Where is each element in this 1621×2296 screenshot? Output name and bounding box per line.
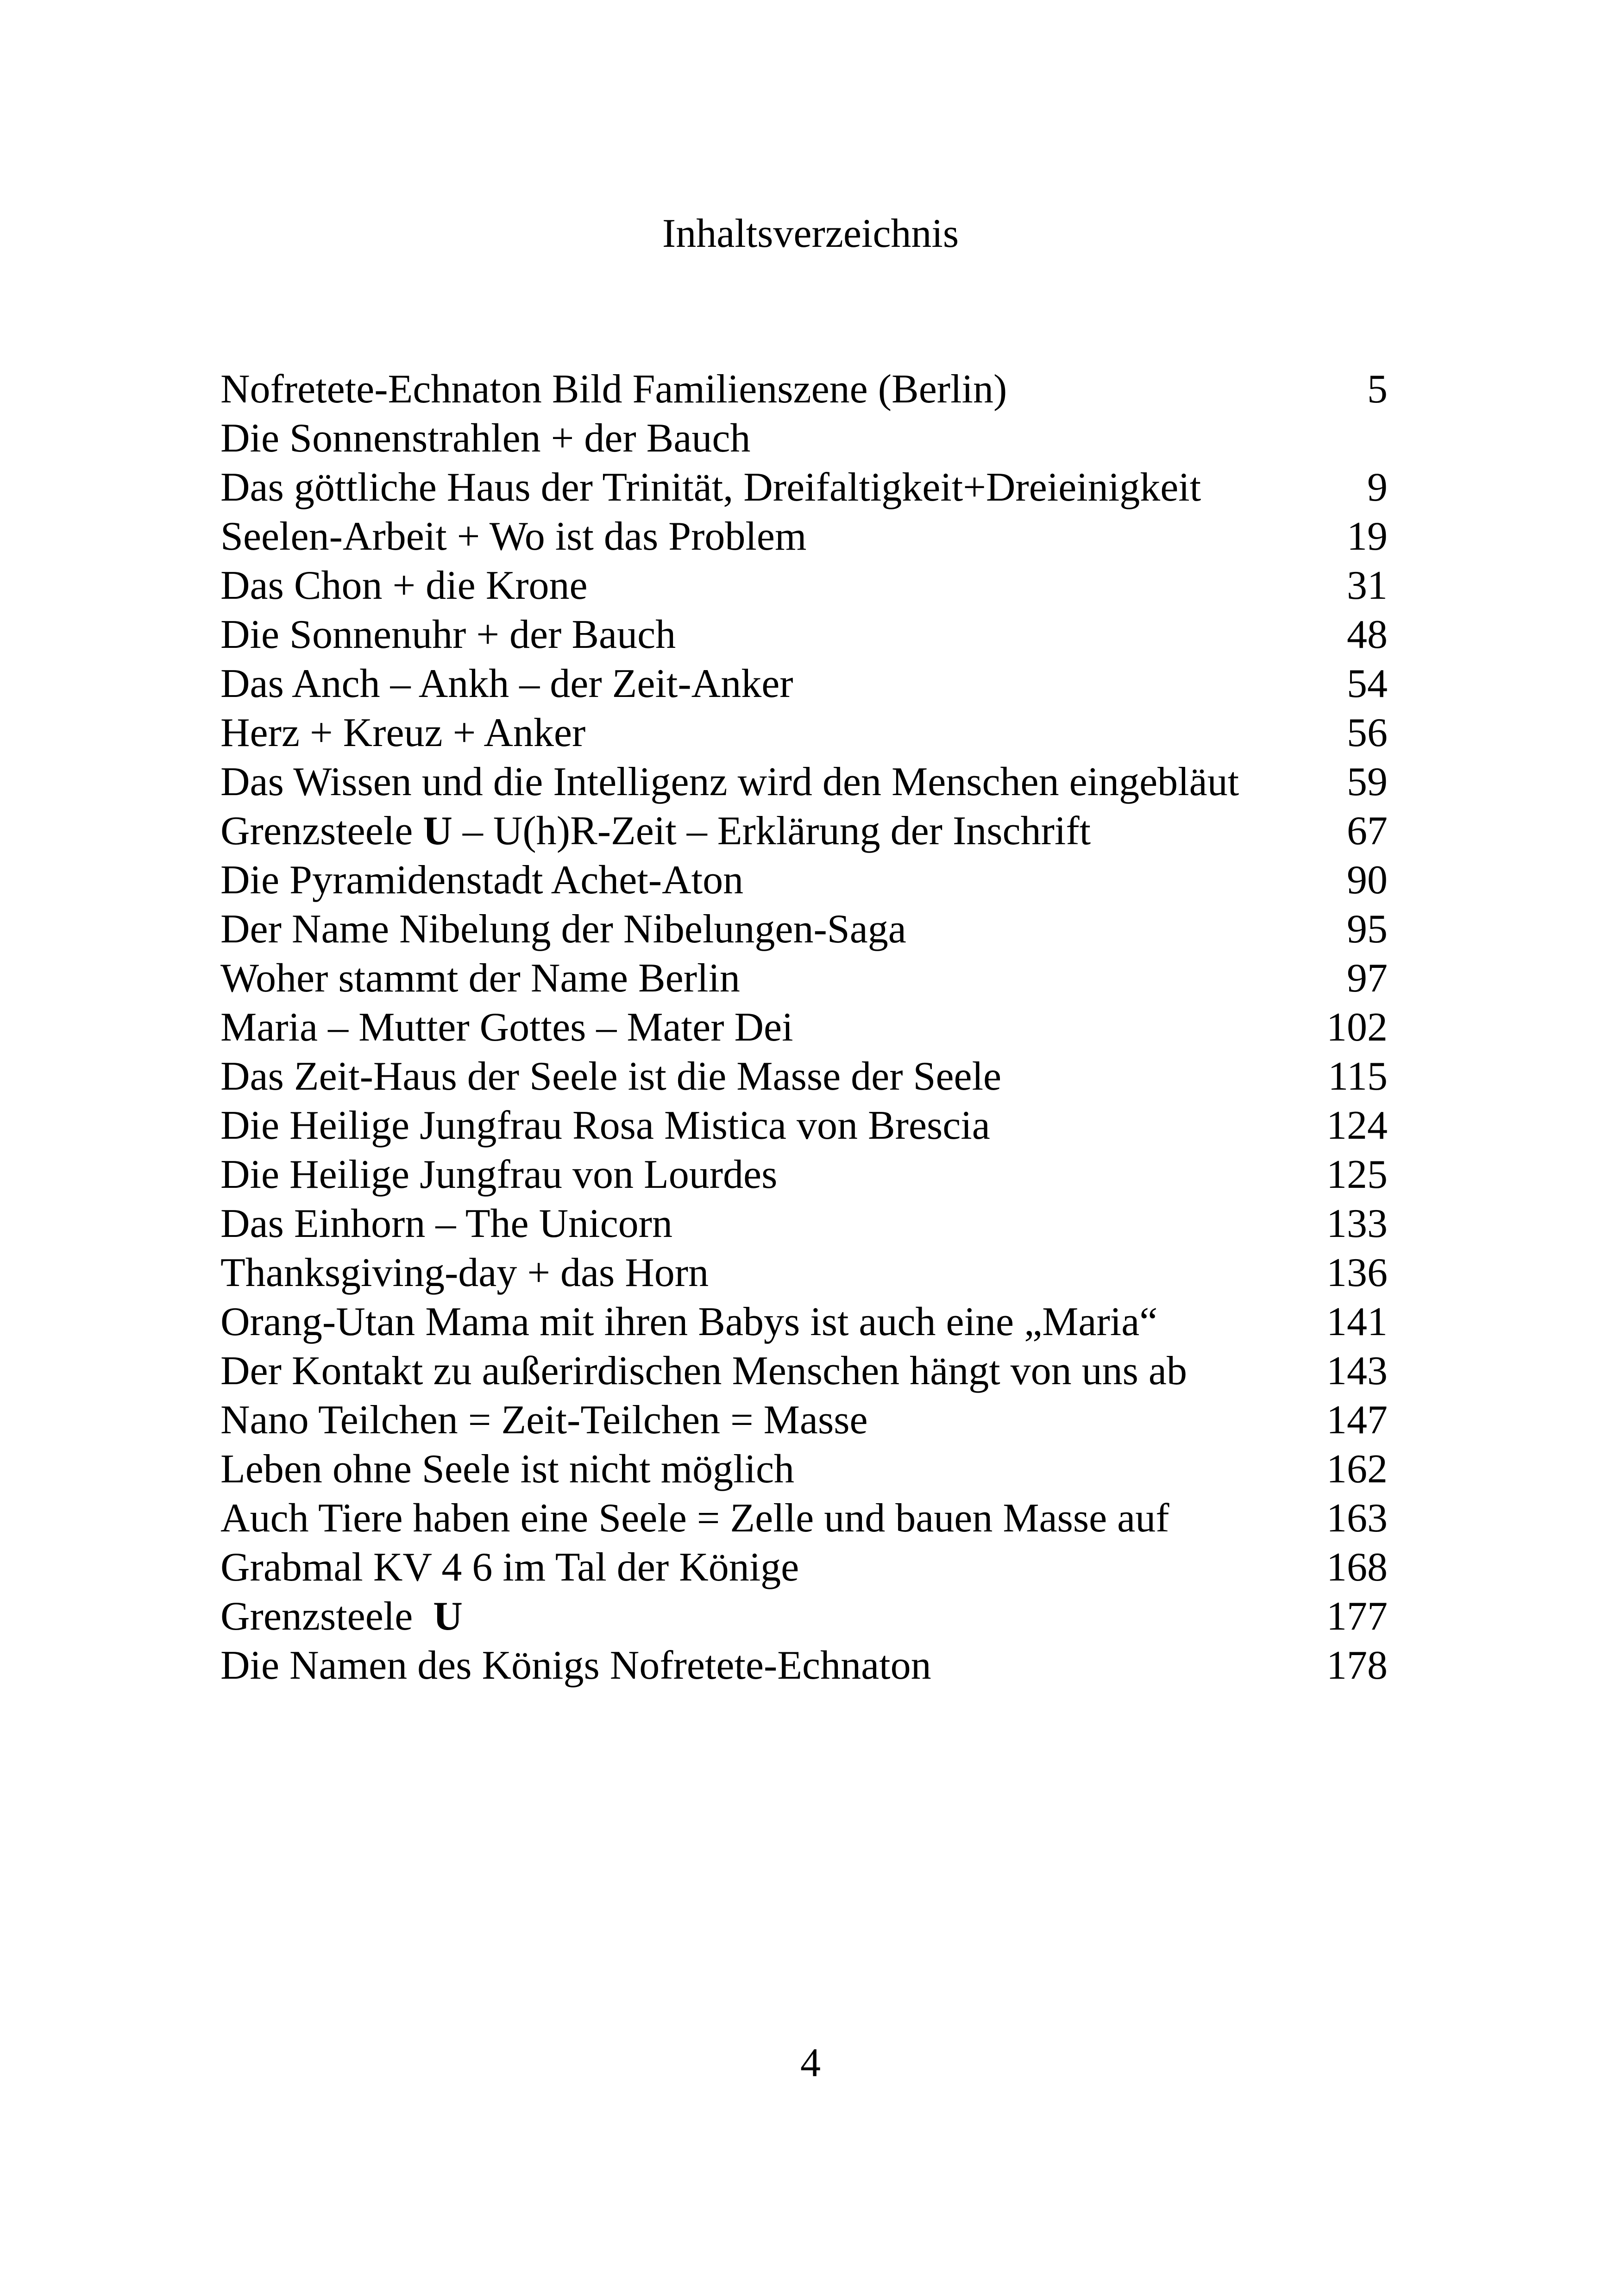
toc-entry-page: 56	[1347, 710, 1388, 755]
toc-entry	[220, 512, 1388, 561]
toc-entry-title: Das Wissen und die Intelligenz wird den Menschen eingebläut	[220, 759, 1239, 804]
toc-entry-title: Das göttliche Haus der Trinität, Dreifaltigkeit+Dreieinigkeit	[220, 465, 1201, 510]
toc-entry-page: 31	[1347, 563, 1388, 608]
toc-entry-page: 5	[1367, 367, 1388, 412]
toc-entry	[220, 1445, 1388, 1494]
toc-entry	[220, 905, 1388, 954]
toc-entry-title: Grabmal KV 4 6 im Tal der Könige	[220, 1545, 799, 1590]
toc-entry	[220, 1298, 1388, 1347]
toc-entry	[220, 414, 1388, 463]
toc-entry-title-part: Grenzsteele	[220, 1594, 434, 1639]
toc-entry-page: 125	[1326, 1152, 1388, 1197]
toc-entry-title: Das Einhorn – The Unicorn	[220, 1201, 672, 1246]
toc-entry-page: 9	[1367, 465, 1388, 510]
toc-entry-page: 168	[1326, 1545, 1388, 1590]
toc-entry-page: 19	[1347, 514, 1388, 559]
toc-entry-title: Der Kontakt zu außerirdischen Menschen hängt von uns ab	[220, 1349, 1187, 1393]
toc-entry-title: Der Name Nibelung der Nibelungen-Saga	[220, 907, 906, 952]
toc-entry-title: Thanksgiving-day + das Horn	[220, 1250, 709, 1295]
toc-entry-page: 90	[1347, 858, 1388, 903]
toc-entry	[220, 1396, 1388, 1445]
toc-entry-page: 147	[1326, 1398, 1388, 1443]
toc-entry-title	[220, 1592, 463, 1641]
toc-entry-title: Das Anch – Ankh – der Zeit-Anker	[220, 661, 793, 706]
toc-entry-title: Die Pyramidenstadt Achet-Aton	[220, 858, 744, 903]
toc-entry-page: 136	[1326, 1250, 1388, 1295]
toc-entry-title: Die Heilige Jungfrau von Lourdes	[220, 1152, 778, 1197]
toc-entry-title: Nofretete-Echnaton Bild Familienszene (Berlin)	[220, 367, 1007, 412]
toc-entry	[220, 365, 1388, 414]
toc-entry-title: Auch Tiere haben eine Seele = Zelle und bauen Masse auf	[220, 1496, 1169, 1541]
toc-entry-page: 95	[1347, 907, 1388, 952]
toc-entry-page: 177	[1326, 1594, 1388, 1639]
page-number: 4	[800, 2040, 821, 2085]
toc-entry	[220, 1052, 1388, 1101]
toc-entry	[220, 954, 1388, 1003]
toc-entry-title: Maria – Mutter Gottes – Mater Dei	[220, 1005, 793, 1050]
toc-entry-title: Nano Teilchen = Zeit-Teilchen = Masse	[220, 1398, 868, 1443]
toc-entry-title: Die Namen des Königs Nofretete-Echnaton	[220, 1643, 931, 1688]
toc-entry-title: Woher stammt der Name Berlin	[220, 956, 740, 1001]
toc-entry	[220, 1347, 1388, 1396]
toc-entry-title-bold: U	[423, 809, 452, 853]
toc-entry-page: 143	[1326, 1349, 1388, 1393]
toc-entry	[220, 1592, 1388, 1641]
toc-entry-page: 59	[1347, 759, 1388, 804]
toc-entry-title: Die Sonnenstrahlen + der Bauch	[220, 416, 751, 461]
toc-entry-page: 115	[1328, 1054, 1388, 1099]
toc-entry	[220, 1150, 1388, 1199]
toc-entry	[220, 1199, 1388, 1248]
table-of-contents	[220, 365, 1388, 1690]
toc-entry	[220, 1641, 1388, 1690]
toc-entry-title-part: Grenzsteele	[220, 809, 423, 853]
toc-entry-title	[220, 807, 1091, 856]
toc-entry-page: 178	[1326, 1643, 1388, 1688]
toc-entry	[220, 807, 1388, 856]
toc-entry	[220, 659, 1388, 709]
toc-entry	[220, 1248, 1388, 1298]
toc-entry	[220, 1543, 1388, 1592]
toc-entry	[220, 561, 1388, 610]
toc-entry-page: 133	[1326, 1201, 1388, 1246]
toc-entry-page: 48	[1347, 612, 1388, 657]
toc-entry-page: 124	[1326, 1103, 1388, 1148]
toc-entry-title: Herz + Kreuz + Anker	[220, 710, 586, 755]
toc-entry	[220, 610, 1388, 659]
toc-entry-title: Die Sonnenuhr + der Bauch	[220, 612, 676, 657]
toc-entry-title: Orang-Utan Mama mit ihren Babys ist auch eine „Maria“	[220, 1299, 1158, 1344]
toc-entry	[220, 709, 1388, 758]
toc-entry-title: Leben ohne Seele ist nicht möglich	[220, 1447, 795, 1492]
toc-entry-page: 102	[1326, 1005, 1388, 1050]
toc-entry-page: 54	[1347, 661, 1388, 706]
toc-entry	[220, 1101, 1388, 1150]
toc-entry-title: Seelen-Arbeit + Wo ist das Problem	[220, 514, 807, 559]
toc-entry-title: Das Zeit-Haus der Seele ist die Masse der Seele	[220, 1054, 1002, 1099]
toc-entry-title: Die Heilige Jungfrau Rosa Mistica von Brescia	[220, 1103, 990, 1148]
toc-entry-title-part: – U(h)R-Zeit – Erklärung der Inschrift	[452, 809, 1091, 853]
toc-entry	[220, 463, 1388, 512]
toc-entry-title: Das Chon + die Krone	[220, 563, 588, 608]
toc-entry-page: 163	[1326, 1496, 1388, 1541]
toc-entry-page: 162	[1326, 1447, 1388, 1492]
toc-entry-page: 67	[1347, 809, 1388, 853]
page-title: Inhaltsverzeichnis	[662, 211, 959, 256]
toc-entry	[220, 1003, 1388, 1052]
toc-entry	[220, 758, 1388, 807]
toc-entry	[220, 1494, 1388, 1543]
toc-entry	[220, 856, 1388, 905]
toc-entry-page: 97	[1347, 956, 1388, 1001]
toc-entry-page: 141	[1326, 1299, 1388, 1344]
toc-entry-title-bold: U	[433, 1594, 463, 1639]
